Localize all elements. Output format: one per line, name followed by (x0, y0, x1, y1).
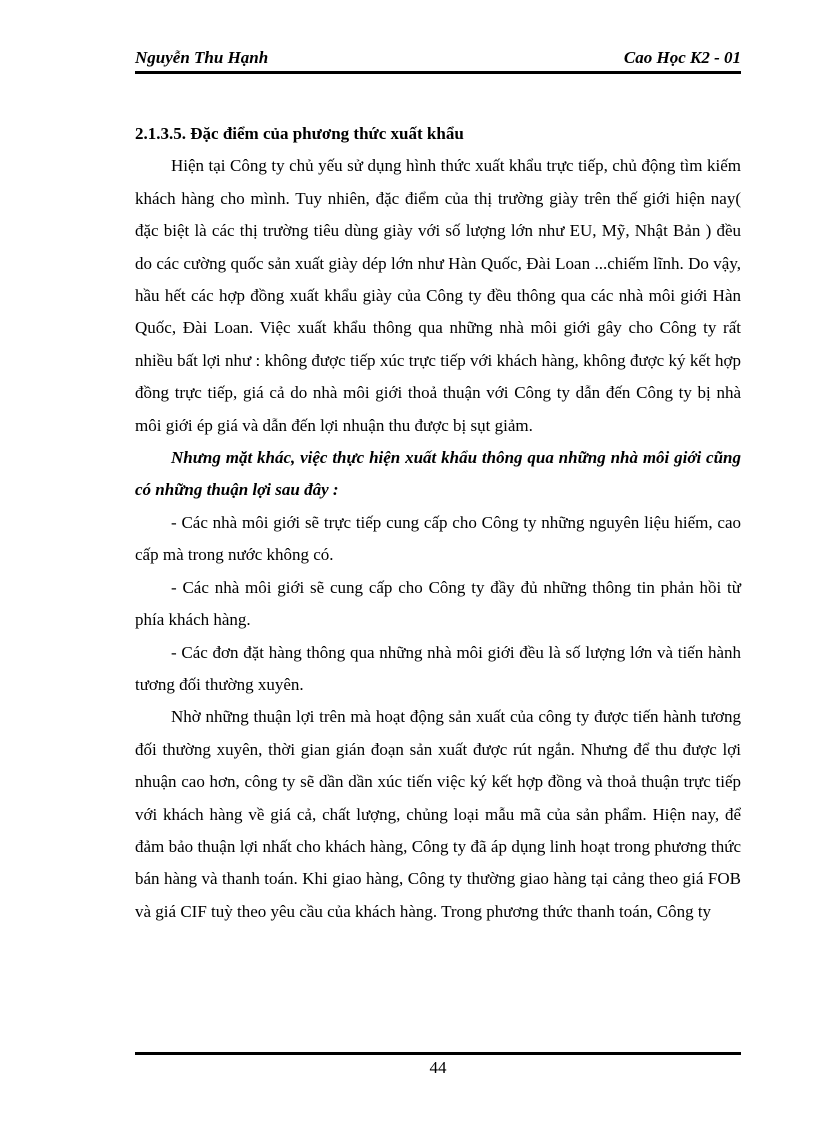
paragraph-conclusion: Nhờ những thuận lợi trên mà hoạt động sản xuất của công ty được tiến hành tương đối thường xuyên, thời gian gián đoạn sản xuất được rút ngắn. Nhưng để thu được lợi nhuận cao hơn, công ty sẽ dần dần xúc tiến việc ký kết hợp đồng và thoả thuận trực tiếp với khách hàng về giá cả, chất lượng, chủng loại mẫu mã của sản phẩm. Hiện nay, để đảm bảo thuận lợi nhất cho khách hàng, Công ty đã áp dụng linh hoạt trong phương thức bán hàng và thanh toán. Khi giao hàng, Công ty thường giao hàng tại cảng theo giá FOB và giá CIF tuỳ theo yêu cầu của khách hàng. Trong phương thức thanh toán, Công ty (135, 707, 741, 921)
list-item-3: - Các đơn đặt hàng thông qua những nhà môi giới đều là số lượng lớn và tiến hành tương đối thường xuyên. (135, 642, 741, 694)
page-header (135, 48, 741, 72)
header-author: Nguyễn Thu Hạnh (135, 48, 269, 67)
list-item-2: - Các nhà môi giới sẽ cung cấp cho Công ty đầy đủ những thông tin phản hồi từ phía khách hàng. (135, 577, 741, 630)
footer-divider (135, 1052, 741, 1055)
paragraph-intro: Hiện tại Công ty chủ yếu sử dụng hình thức xuất khẩu trực tiếp, chủ động tìm kiếm khách hàng cho mình. Tuy nhiên, đặc điểm của thị trường giày trên thế giới hiện nay( đặc biệt là các thị trường tiêu dùng giày với số lượng lớn như EU, Mỹ, Nhật Bản ) đều do các cường quốc sản xuất giày dép lớn như Hàn Quốc, Đài Loan ...chiếm lĩnh. Do vậy, hầu hết các hợp đồng xuất khẩu giày của Công ty đều thông qua các nhà môi giới Hàn Quốc, Đài Loan. Việc xuất khẩu thông qua những nhà môi giới gây cho Công ty rất nhiều bất lợi như : không được tiếp xúc trực tiếp với khách hàng, không được ký kết hợp đồng trực tiếp, giá cả do nhà môi giới thoả thuận với Công ty dẫn đến Công ty bị nhà môi giới ép giá và dẫn đến lợi nhuận thu được bị sụt giảm. (135, 156, 741, 435)
header-divider (135, 71, 741, 74)
paragraph-emphasis: Nhưng mặt khác, việc thực hiện xuất khẩu thông qua những nhà môi giới cũng có những thuận lợi sau đây : (135, 448, 741, 500)
document-body (135, 118, 741, 928)
section-heading: 2.1.3.5. Đặc điểm của phương thức xuất khẩu (135, 124, 464, 143)
header-course: Cao Học K2 - 01 (623, 48, 741, 67)
page-number: 44 (429, 1058, 447, 1077)
list-item-1: - Các nhà môi giới sẽ trực tiếp cung cấp cho Công ty những nguyên liệu hiếm, cao cấp mà trong nước không có. (135, 512, 741, 565)
